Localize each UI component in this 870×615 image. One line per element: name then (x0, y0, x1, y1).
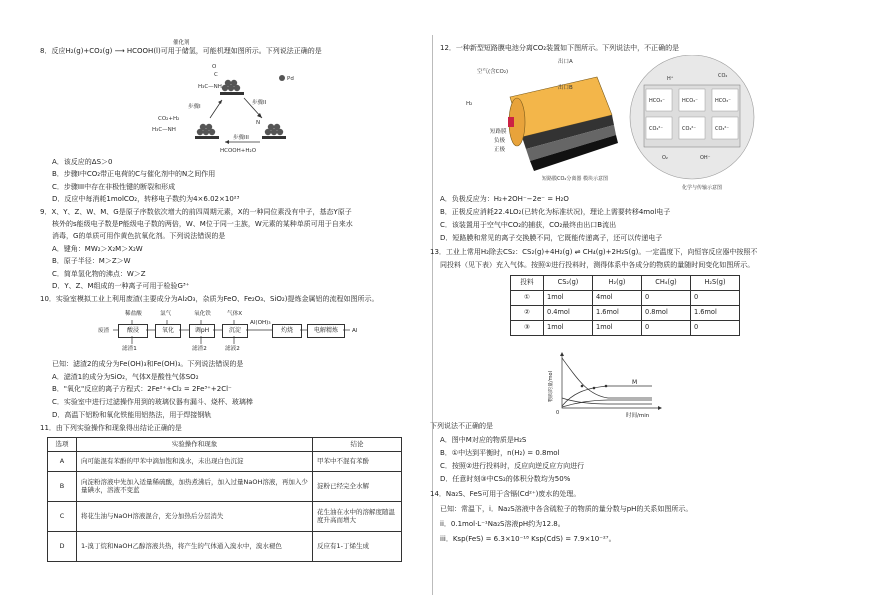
ion-label: CO₃²⁻ (649, 126, 664, 132)
svg-text:N: N (256, 120, 261, 126)
q8-fig-step3: 步骤III (233, 135, 249, 141)
ion-label: CO₃²⁻ (715, 126, 730, 132)
flow-end: Al (352, 328, 358, 334)
q13-table-cell: 4mol (593, 291, 642, 306)
flow-bottom-label: 滤渣1 (122, 346, 137, 352)
q11-row-res: 花生油在水中的溶解度随温度升高而增大 (313, 502, 402, 532)
flow-bottom-label: 滤液2 (225, 346, 240, 352)
flow-start: 废渣 (98, 328, 110, 334)
ion-label: HCO₃⁻ (682, 98, 698, 104)
q10-option-b: B．"氧化"反应的离子方程式：2Fe²⁺+Cl₂ = 2Fe³⁺+2Cl⁻ (52, 385, 232, 393)
q9-option-a: A．键角：MW₂＞X₂M＞X₂W (52, 245, 143, 253)
q8-mechanism-figure (140, 60, 310, 155)
q14-line-4: iii．Ksp(FeS) = 6.3×10⁻¹⁸ Ksp(CdS) = 7.9×10⁻²⁷。 (440, 535, 616, 543)
q10-note: 已知：滤渣2的成分为Fe(OH)₃和Fe(OH)₃。下列说法错误的是 (52, 360, 244, 368)
q11-row-op: 将花生油与NaOH溶液混合，充分加热后分层消失 (77, 502, 313, 532)
q13-table-cell: 1.6mol (593, 306, 642, 321)
q12-label-pos: 正极 (494, 147, 506, 153)
q10-option-d: D．高温下铝粉和氧化铁能用铝热法，用于焊接钢轨 (52, 411, 212, 419)
q8-fig-step1: 步骤I (188, 104, 201, 110)
q13-option-a: A．图中M对应的物质是H₂S (440, 436, 527, 444)
svg-text:C: C (214, 72, 218, 78)
q13-amount-chart (548, 350, 668, 420)
q13-chart-origin: 0 (556, 410, 560, 416)
q9-option-c: C．简单氢化物的沸点：W＞Z (52, 270, 146, 278)
q10-option-a: A．滤渣1的成分为SiO₂，气体X是酸性气体SO₂ (52, 373, 199, 381)
q12-option-d: D．短路膜和常见的离子交换膜不同，它既能传递离子，还可以传递电子 (440, 234, 663, 242)
q11-header: 实验操作和现象 (77, 438, 313, 452)
flow-box: 调pH (189, 324, 215, 338)
q13-table-cell: 1mol (593, 321, 642, 336)
q11-row-opt: B (48, 472, 77, 502)
q12-label-air: 空气(含CO₂) (477, 69, 509, 75)
ion-label: HCO₃⁻ (715, 98, 731, 104)
q13-table-cell: 0 (642, 321, 691, 336)
q14-line-2: 已知：常温下，i．Na₂S溶液中各含硫粒子的物质的量分数与pH的关系如图所示。 (440, 505, 693, 513)
q13-stem-2: 下列说法不正确的是 (430, 422, 493, 430)
q12-label-neg: 负极 (494, 138, 506, 144)
q11-row-res: 反应有1-丁烯生成 (313, 532, 402, 562)
q13-option-d: D．任意时刻③中CS₂的体积分数均为50% (440, 475, 571, 483)
svg-text:O: O (212, 64, 217, 70)
flow-box: 电解精炼 (307, 324, 345, 338)
q12-option-b: B．正极反应消耗22.4LO₂(已转化为标准状况)，理论上需要转移4mol电子 (440, 208, 671, 216)
q9-option-b: B．原子半径：M＞Z＞W (52, 257, 131, 265)
q8-option-c: C．步骤III中存在非极性键的断裂和形成 (52, 183, 176, 191)
q11-row-opt: D (48, 532, 77, 562)
q12-caption-module: 短路膜CO₂分离器 模块示意图 (542, 176, 609, 182)
q8-fig-nh-2: H₃C—NH (152, 127, 176, 133)
q8-fig-co2h2: CO₂+H₂ (158, 116, 180, 122)
q11-row-op: 向可能混有苯酚的甲苯中滴加饱和溴水，未出现白色沉淀 (77, 452, 313, 472)
q13-table-header: H₂S(g) (691, 276, 740, 291)
q12-caption-chem: 化学与传输示意图 (682, 185, 723, 191)
q8-catalyst-label: 催化剂 (173, 40, 190, 46)
q9-stem-line-1: 9．X、Y、Z、W、M、G是原子序数依次增大的前四周期元素，X的一种同位素没有中子，基态Y原子 (40, 208, 352, 216)
svg-text:OH⁻: OH⁻ (700, 155, 711, 161)
q13-table-cell: ③ (511, 321, 544, 336)
flow-top-label: 氧化铁 (194, 311, 211, 317)
q13-chart-point-m: M (632, 379, 638, 386)
q13-stem-line-2: 同投料（见下表）充入气体。按照①进行投料时，测得体系中各成分的物质的量随时间变化如图所示。 (440, 261, 755, 269)
flow-top-label: 气体X (227, 311, 243, 317)
q8-fig-nh-1: H₃C—NH (198, 84, 222, 90)
q13-chart-xlabel: 时间/min (626, 413, 650, 419)
q13-stem-line-1: 13．工业上常用H₂除去CS₂：CS₂(g)+4H₂(g) ⇌ CH₄(g)+2H₂S(g)。一定温度下，向恒容反应器中按照不 (430, 248, 758, 256)
flow-top-label: 稀盐酸 (125, 311, 142, 317)
q13-table-cell: 0 (691, 291, 740, 306)
q9-option-d: D．Y、Z、M组成的一种离子可用于检验G³⁺ (52, 282, 190, 290)
q11-row-op: 1-溴丁烷和NaOH乙醇溶液共热，将产生的气体通入溴水中，溴水褪色 (77, 532, 313, 562)
q13-table-header: 投料 (511, 276, 544, 291)
q13-table-cell: ① (511, 291, 544, 306)
q14-line-3: ii．0.1mol·L⁻¹Na₂S溶液pH约为12.8。 (440, 520, 565, 528)
flow-bottom-label: 滤渣2 (192, 346, 207, 352)
q11-row-op: 向淀粉溶液中先加入适量稀硫酸，加热煮沸后，加入过量NaOH溶液，再加入少量碘水，溶液不变蓝 (77, 472, 313, 502)
ion-label: HCO₃⁻ (649, 98, 665, 104)
q11-header: 结论 (313, 438, 402, 452)
q13-table-cell: 1mol (544, 321, 593, 336)
column-divider (432, 35, 433, 595)
q13-table-cell: 0 (642, 291, 691, 306)
q8-option-b: B．步骤I中CO₂带正电荷的C与催化剂中的N之间作用 (52, 170, 216, 178)
q8-fig-step2: 步骤II (252, 100, 267, 106)
flow-box: 沉淀 (222, 324, 248, 338)
q12-option-c: C．该装置用于空气中CO₂的捕获，CO₂最终由出口B流出 (440, 221, 617, 229)
q13-feed-table (510, 275, 740, 336)
svg-text:O₂: O₂ (662, 155, 668, 161)
q13-table-header: CH₄(g) (642, 276, 691, 291)
ion-label: CO₃²⁻ (682, 126, 697, 132)
q8-option-d: D．反应中每消耗1molCO₂，转移电子数约为4×6.02×10²³ (52, 195, 240, 203)
q12-label-out-b: 出口B (558, 85, 573, 91)
q11-table (47, 437, 402, 562)
q10-stem: 10．实验室模拟工业上利用废渣(主要成分为Al₂O₃，杂质为FeO、Fe₂O₃、SiO₂)提炼金属铝的流程如图所示。 (40, 295, 379, 303)
svg-text:H⁺: H⁺ (667, 76, 674, 82)
q12-label-out-a: 出口A (558, 59, 573, 65)
flow-top-label: 氯气 (160, 311, 172, 317)
q13-table-header: CS₂(g) (544, 276, 593, 291)
q11-header: 选项 (48, 438, 77, 452)
q14-line-1: 14．Na₂S、FeS可用于含镉(Cd²⁺)废水的处理。 (430, 490, 581, 498)
q9-stem-line-3: 消毒，G的单质可用作黄色抗氧化剂。下列说法错误的是 (52, 232, 226, 240)
svg-text:CO₂: CO₂ (718, 73, 728, 79)
flow-box: 氧化 (155, 324, 181, 338)
q8-fig-hcooh: HCOOH+H₂O (220, 148, 257, 154)
q11-row-res: 淀粉已经完全水解 (313, 472, 402, 502)
q13-table-cell: 1mol (544, 291, 593, 306)
q12-device-figure (462, 55, 772, 195)
q12-option-a: A．负极反应为：H₂+2OH⁻−2e⁻ = H₂O (440, 195, 569, 203)
q13-option-b: B．①中达到平衡时，n(H₂) = 0.8mol (440, 449, 560, 457)
q13-table-cell: 1.6mol (691, 306, 740, 321)
q12-label-membrane: 短路膜 (490, 129, 507, 135)
q13-table-cell: ② (511, 306, 544, 321)
q13-table-cell: 0.8mol (642, 306, 691, 321)
q11-row-opt: A (48, 452, 77, 472)
q10-option-c: C．实验室中进行过滤操作用到的玻璃仪器有漏斗、烧杯、玻璃棒 (52, 398, 253, 406)
q12-stem: 12．一种新型短路膜电池分离CO₂装置如下图所示。下列说法中，不正确的是 (440, 44, 680, 52)
q13-table-cell: 0 (691, 321, 740, 336)
q11-row-res: 甲苯中不混有苯酚 (313, 452, 402, 472)
q13-chart-ylabel: 物质的量/mol (548, 370, 554, 402)
q11-row-opt: C (48, 502, 77, 532)
flow-label: Al(OH)₃ (250, 320, 271, 326)
q13-table-cell: 0.4mol (544, 306, 593, 321)
q8-stem: 8．反应H₂(g)+CO₂(g) ⟶ HCOOH(l)可用于储氢，可能机理如图所示。下列说法正确的是 (40, 47, 322, 55)
q8-option-a: A．该反应的ΔS＞0 (52, 158, 113, 166)
q9-stem-line-2: 核外的s能级电子数是P能级电子数的两倍，W、M位于同一主族，W元素的某种单质可用于自来水 (52, 220, 353, 228)
flow-box: 灼烧 (272, 324, 302, 338)
q8-fig-pd: Pd (287, 76, 294, 82)
q13-table-header: H₂(g) (593, 276, 642, 291)
q12-label-h2: H₂ (466, 101, 473, 107)
flow-box: 酸浸 (118, 324, 148, 338)
q11-stem: 11．由下列实验操作和现象得出结论正确的是 (40, 424, 182, 432)
q13-option-c: C．按照②进行投料时，反应向逆反应方向进行 (440, 462, 585, 470)
